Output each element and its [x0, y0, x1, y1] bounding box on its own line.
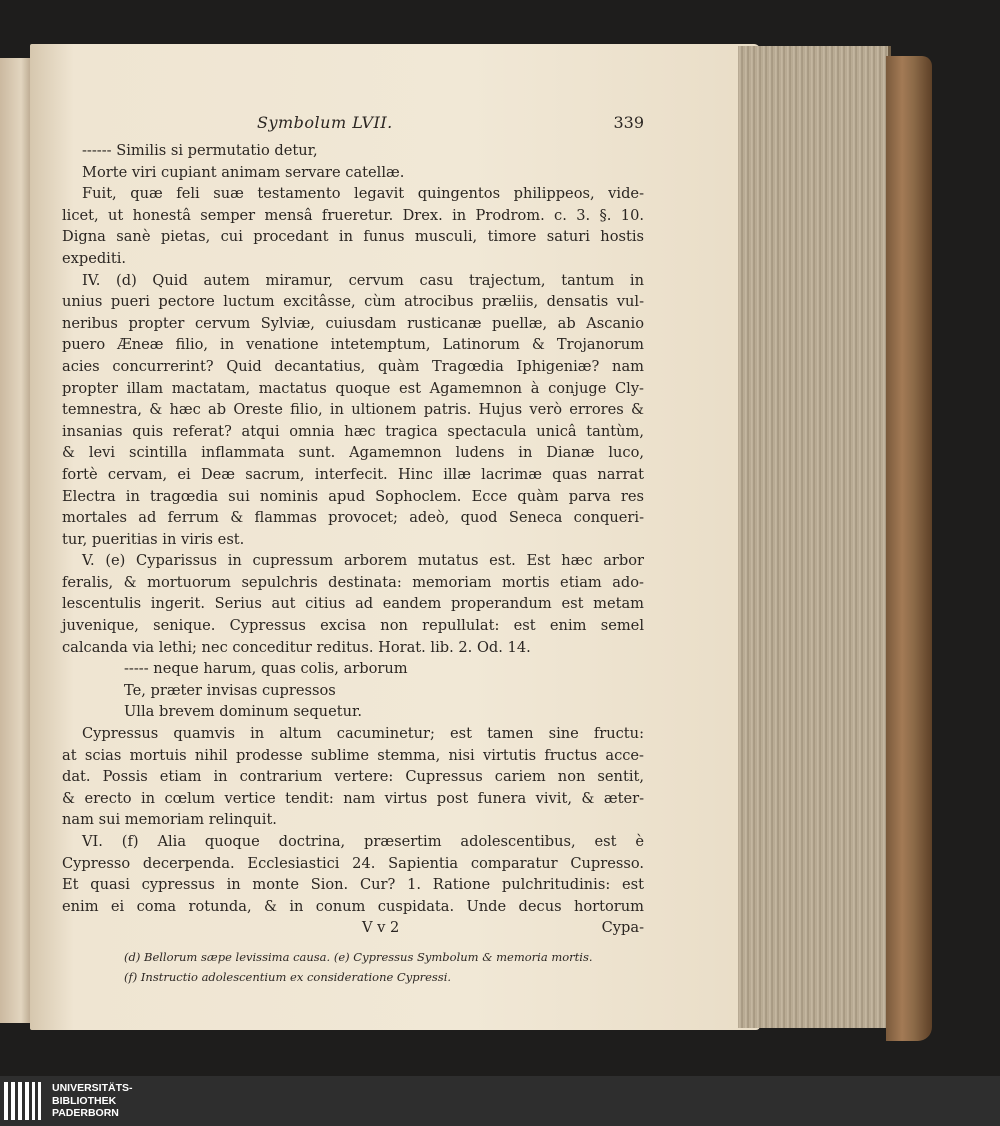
- text-line: feralis, & mortuorum sepulchris destinata: memoriam mortis etiam ado-: [62, 573, 644, 591]
- page-number: 339: [613, 113, 644, 132]
- catchword: Cypa-: [601, 919, 644, 937]
- running-head: Symbolum LVII.: [257, 113, 393, 132]
- library-footer: [0, 1076, 1000, 1126]
- signature-mark: V v 2: [362, 919, 400, 937]
- body-text: [62, 140, 644, 917]
- book-cover: [886, 56, 932, 1041]
- text-line: calcanda via lethi; nec conceditur reditus. Horat. lib. 2. Od. 14.: [62, 638, 531, 656]
- text-line: IV. (d) Quid autem miramur, cervum casu trajectum, tantum in: [82, 271, 644, 289]
- logo-line: BIBLIOTHEK: [52, 1094, 117, 1107]
- text-line: insanias quis referat? atqui omnia hæc tragica spectacula unicâ tantùm,: [62, 422, 644, 440]
- text-line: nam sui memoriam relinquit.: [62, 811, 277, 829]
- text-line: Morte viri cupiant animam servare catellæ.: [82, 163, 405, 181]
- footnotes: [62, 947, 644, 987]
- page-block-edge: [738, 46, 891, 1028]
- text-line: mortales ad ferrum & flammas provocet; adeò, quod Seneca conqueri-: [62, 509, 644, 527]
- text-line: V. (e) Cyparissus in cupressum arborem mutatus est. Est hæc arbor: [82, 552, 644, 570]
- page-header: [62, 112, 644, 140]
- signature-row: [62, 917, 644, 939]
- text-line: Fuit, quæ feli suæ testamento legavit quingentos philippeos, vide-: [82, 185, 644, 203]
- text-line: at scias mortuis nihil prodesse sublime stemma, nisi virtutis fructus acce-: [62, 746, 644, 764]
- text-line: VI. (f) Alia quoque doctrina, præsertim adolescentibus, est è: [82, 833, 644, 850]
- left-page-edge: [0, 58, 32, 1023]
- text-line: neribus propter cervum Sylviæ, cuiusdam rusticanæ puellæ, ab Ascanio: [62, 314, 644, 332]
- text-line: Electra in tragœdia sui nominis apud Sophoclem. Ecce quàm parva res: [62, 487, 644, 505]
- text-line: Et quasi cypressus in monte Sion. Cur? 1. Ratione pulchritudinis: est: [62, 876, 644, 894]
- text-line: unius pueri pectore luctum excitâsse, cùm atrocibus præliis, densatis vul-: [62, 293, 644, 311]
- logo-line: PADERBORN: [52, 1107, 119, 1119]
- text-line: acies concurrerint? Quid decantatius, quàm Tragœdia Iphigeniæ? nam: [62, 357, 644, 375]
- logo-line: UNIVERSITÄTS-: [52, 1082, 133, 1094]
- text-line: & erecto in cœlum vertice tendit: nam virtus post funera vivit, & æter-: [62, 789, 644, 807]
- text-line: dat. Possis etiam in contrarium vertere: Cupressus cariem non sentit,: [62, 768, 644, 786]
- text-line: propter illam mactatam, mactatus quoque est Agamemnon à conjuge Cly-: [62, 379, 644, 397]
- text-line: fortè cervam, ei Deæ sacrum, interfecit. Hinc illæ lacrimæ quas narrat: [62, 465, 644, 483]
- text-line: enim ei coma rotunda, & in conum cuspidata. Unde decus hortorum: [62, 897, 644, 915]
- text-line: tur, pueritias in viris est.: [62, 530, 245, 548]
- text-line: & levi scintilla inflammata sunt. Agamemnon ludens in Dianæ luco,: [62, 444, 644, 462]
- text-line: licet, ut honestâ semper mensâ frueretur. Drex. in Prodrom. c. 3. §. 10.: [62, 206, 644, 224]
- footnote-line: (d) Bellorum sæpe levissima causa. (e) Cypressus Symbolum & memoria mortis.: [124, 950, 593, 965]
- text-line: ------ Similis si permutatio detur,: [82, 142, 318, 159]
- text-line: Cypressus quamvis in altum cacuminetur; est tamen sine fructu:: [82, 725, 644, 743]
- text-line: Digna sanè pietas, cui procedant in funus musculi, timore saturi hostis: [62, 228, 644, 246]
- text-line: Ulla brevem dominum sequetur.: [124, 703, 362, 721]
- library-logo-icon: [4, 1082, 44, 1120]
- text-line: temnestra, & hæc ab Oreste filio, in ultionem patris. Hujus verò errores &: [62, 401, 644, 419]
- text-line: ----- neque harum, quas colis, arborum: [124, 660, 408, 678]
- text-line: lescentulis ingerit. Serius aut citius ad eandem properandum est metam: [62, 595, 644, 613]
- text-line: puero Æneæ filio, in venatione intetemptum, Latinorum & Trojanorum: [62, 336, 644, 354]
- text-line: expediti.: [62, 249, 127, 267]
- text-line: Cypresso decerpenda. Ecclesiastici 24. Sapientia comparatur Cupresso.: [62, 854, 644, 872]
- footnote-line: (f) Instructio adolescentium ex consideratione Cypressi.: [124, 970, 452, 985]
- page-text-block: [62, 112, 644, 987]
- text-line: juvenique, senique. Cypressus excisa non repullulat: est enim semel: [62, 617, 644, 635]
- text-line: Te, præter invisas cupressos: [124, 681, 336, 699]
- library-logo-text: [52, 1082, 133, 1120]
